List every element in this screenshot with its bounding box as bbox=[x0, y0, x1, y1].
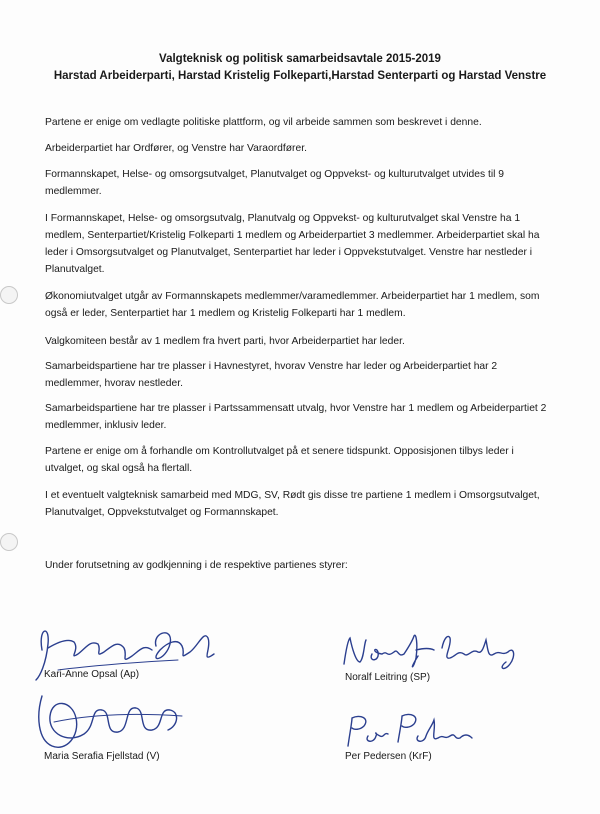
paragraph-7: Samarbeidspartiene har tre plasser i Havnestyret, hvorav Venstre har leder og Arbeiderpartiet har 2 medlemmer, hvorav nestleder. bbox=[45, 361, 498, 389]
punch-hole-top bbox=[0, 286, 18, 304]
signature-name-sp: Noralf Leitring (SP) bbox=[345, 672, 431, 683]
paragraph-8: Samarbeidspartiene har tre plasser i Partssammensatt utvalg, hvor Venstre har 1 medlem og Arbeiderpartiet 2 medlemmer, inklusiv leder. bbox=[45, 403, 547, 431]
paragraph-9: Partene er enige om å forhandle om Kontrollutvalget på et senere tidspunkt. Opposisjonen tilbys leder i utvalget, og skal også ha flertall. bbox=[45, 446, 514, 474]
signature-v bbox=[32, 686, 192, 756]
signature-sp bbox=[338, 628, 528, 678]
document-title bbox=[0, 51, 600, 85]
signature-name-ap: Kari-Anne Opsal (Ap) bbox=[44, 669, 140, 680]
closing-statement: Under forutsetning av godkjenning i de respektive partienes styrer: bbox=[45, 560, 348, 571]
punch-hole-bottom bbox=[0, 533, 18, 551]
paragraph-3: Formannskapet, Helse- og omsorgsutvalget, Planutvalget og Oppvekst- og kulturutvalget utvides til 9 medlemmer. bbox=[45, 169, 505, 197]
paragraph-1: Partene er enige om vedlagte politiske plattform, og vil arbeide sammen som beskrevet i denne. bbox=[45, 117, 482, 128]
paragraph-10: I et eventuelt valgteknisk samarbeid med MDG, SV, Rødt gis disse tre partiene 1 medlem i Omsorgsutvalget, Planutvalget, Oppvekstutvalget og Formannskapet. bbox=[45, 490, 540, 518]
paragraph-6: Valgkomiteen består av 1 medlem fra hvert parti, hvor Arbeiderpartiet har leder. bbox=[45, 336, 405, 347]
paragraph-2: Arbeiderpartiet har Ordfører, og Venstre har Varaordfører. bbox=[45, 143, 307, 154]
paragraph-5: Økonomiutvalget utgår av Formannskapets medlemmer/varamedlemmer. Arbeiderpartiet har 1 medlem, som også er leder, Senterpartiet har 1 medlem og Kristelig Folkeparti har 1 medlem. bbox=[45, 291, 540, 319]
signature-krf bbox=[340, 712, 480, 752]
signature-name-v: Maria Serafia Fjellstad (V) bbox=[44, 751, 160, 762]
paragraph-4: I Formannskapet, Helse- og omsorgsutvalg, Planutvalg og Oppvekst- og kulturutvalget skal Venstre ha 1 medlem, Senterpartiet/Kristelig Folkeparti 1 medlem og Arbeiderpartiet 3 medlemmer. Arbeiderpartiet skal ha leder i Omsorgsutvalget og Planutvalget, Senterpartiet har leder i Oppvekstutvalget. Venstre har nestleder i Planutvalget. bbox=[45, 213, 540, 275]
signature-name-krf: Per Pedersen (KrF) bbox=[345, 751, 432, 762]
title-line-2: Harstad Arbeiderparti, Harstad Kristelig Folkeparti,Harstad Senterparti og Harstad Venstre bbox=[53, 70, 547, 82]
title-line-1: Valgteknisk og politisk samarbeidsavtale 2015-2019 bbox=[159, 53, 441, 65]
